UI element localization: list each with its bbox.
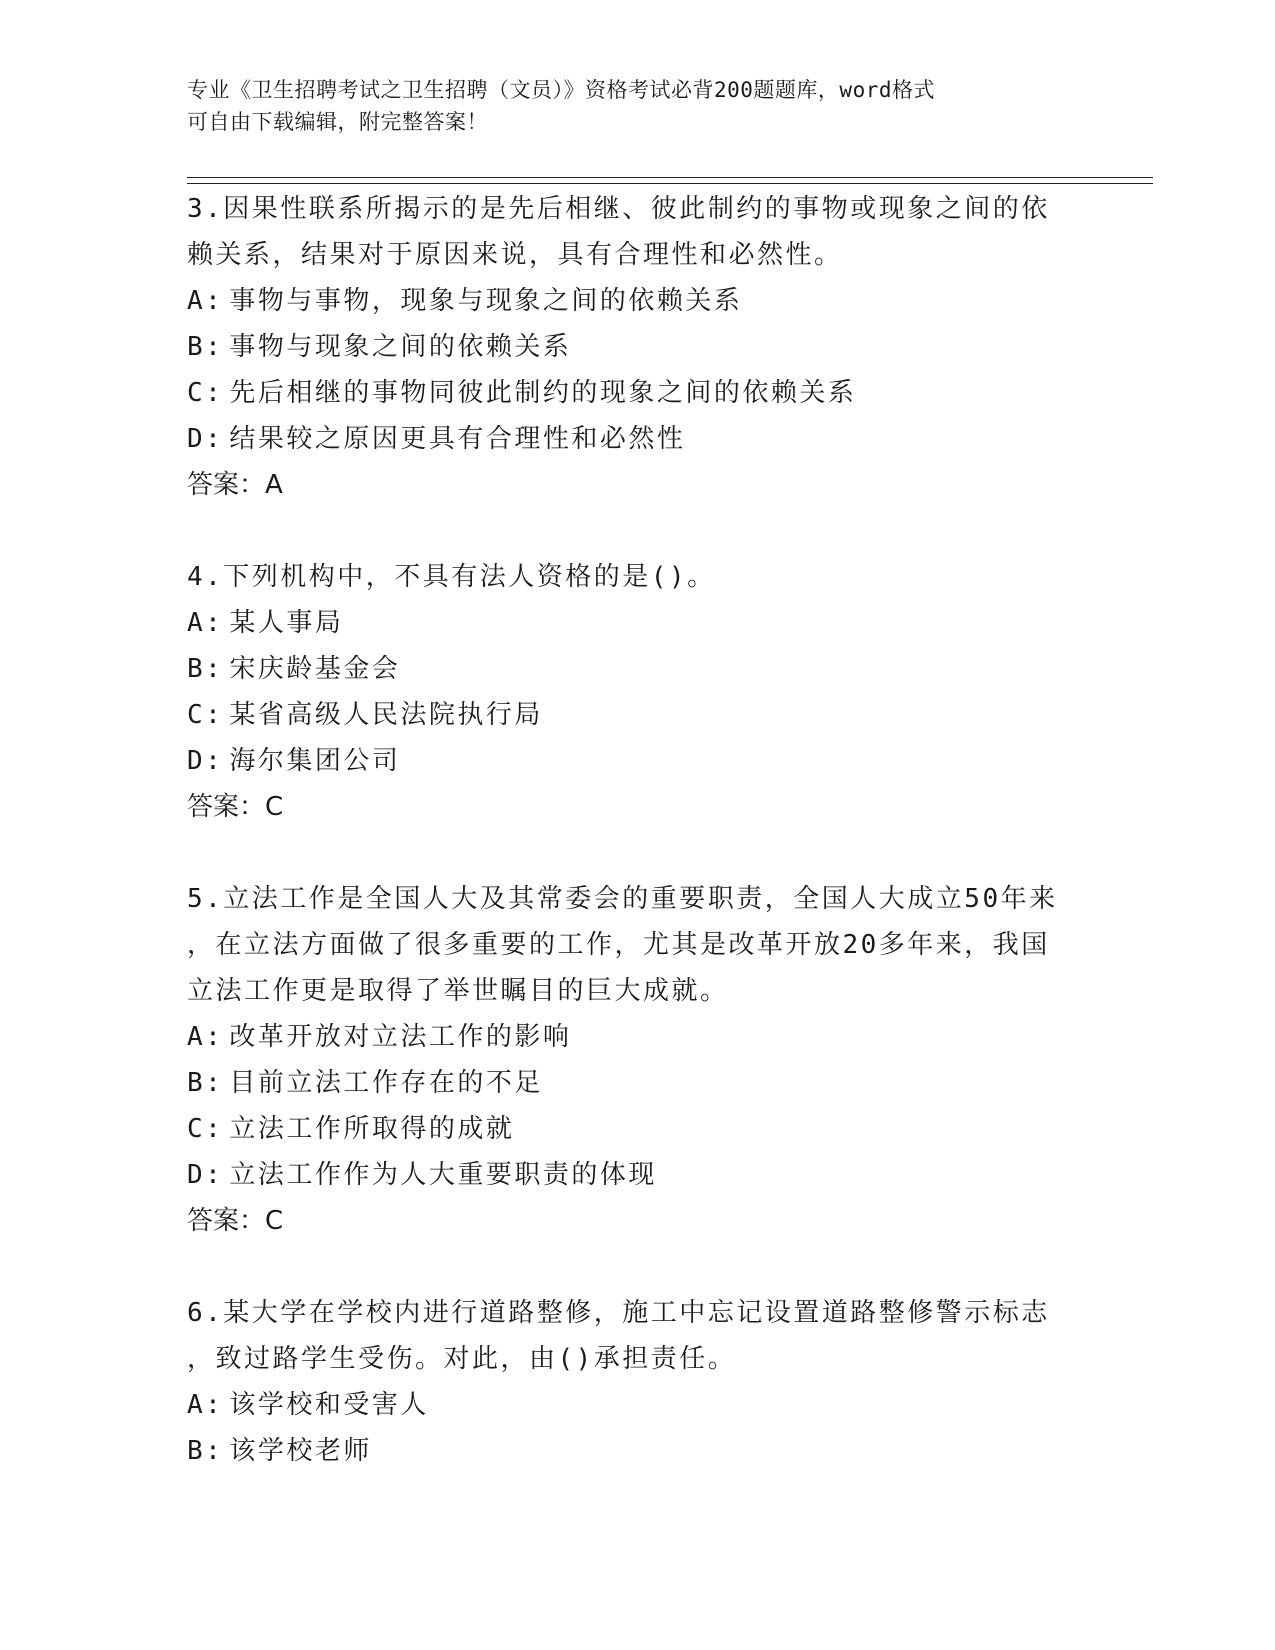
question-6	[187, 1290, 1087, 1474]
question-stem	[187, 186, 1087, 278]
option-b	[187, 1060, 1087, 1106]
option-c	[187, 1106, 1087, 1152]
option-d	[187, 1152, 1087, 1198]
option-c	[187, 692, 1087, 738]
option-text: 该学校和受害人	[229, 1390, 429, 1420]
question-stem	[187, 1290, 1087, 1382]
option-c	[187, 370, 1087, 416]
option-text: 某人事局	[229, 608, 344, 638]
stem-line: 6.某大学在学校内进行道路整修，施工中忘记设置道路整修警示标志	[187, 1298, 1050, 1328]
option-letter: B:	[187, 654, 224, 684]
option-letter: C:	[187, 1114, 224, 1144]
option-text: 事物与事物，现象与现象之间的依赖关系	[229, 286, 743, 316]
option-text: 该学校老师	[229, 1436, 372, 1466]
stem-line: 5.立法工作是全国人大及其常委会的重要职责，全国人大成立50年来	[187, 884, 1058, 914]
option-text: 目前立法工作存在的不足	[229, 1068, 543, 1098]
option-letter: B:	[187, 1068, 224, 1098]
question-5	[187, 876, 1087, 1244]
option-a	[187, 600, 1087, 646]
option-text: 海尔集团公司	[229, 746, 401, 776]
option-d	[187, 738, 1087, 784]
option-letter: B:	[187, 1436, 224, 1466]
option-a	[187, 1382, 1087, 1428]
option-text: 先后相继的事物同彼此制约的现象之间的依赖关系	[229, 378, 857, 408]
option-letter: C:	[187, 700, 224, 730]
question-4	[187, 554, 1087, 830]
answer-line: 答案：A	[187, 470, 283, 500]
option-letter: B:	[187, 332, 224, 362]
header-line-1: 专业《卫生招聘考试之卫生招聘（文员）》资格考试必背200题题库，word格式	[187, 78, 935, 102]
option-letter: A:	[187, 1390, 224, 1420]
option-a	[187, 1014, 1087, 1060]
option-text: 改革开放对立法工作的影响	[229, 1022, 572, 1052]
option-a	[187, 278, 1087, 324]
header-divider-bottom	[187, 183, 1153, 184]
option-letter: D:	[187, 424, 224, 454]
question-list	[187, 186, 1087, 1520]
option-text: 宋庆龄基金会	[229, 654, 401, 684]
option-letter: A:	[187, 608, 224, 638]
option-letter: A:	[187, 1022, 224, 1052]
option-d	[187, 416, 1087, 462]
option-text: 某省高级人民法院执行局	[229, 700, 543, 730]
stem-line: 3.因果性联系所揭示的是先后相继、彼此制约的事物或现象之间的依	[187, 194, 1050, 224]
question-3	[187, 186, 1087, 508]
option-text: 立法工作所取得的成就	[229, 1114, 515, 1144]
option-text: 立法工作作为人大重要职责的体现	[229, 1160, 657, 1190]
option-letter: C:	[187, 378, 224, 408]
option-text: 事物与现象之间的依赖关系	[229, 332, 572, 362]
stem-line: 赖关系，结果对于原因来说，具有合理性和必然性。	[187, 240, 843, 270]
stem-line: ，致过路学生受伤。对此，由()承担责任。	[187, 1344, 737, 1374]
option-b	[187, 1428, 1087, 1474]
stem-line: ，在立法方面做了很多重要的工作，尤其是改革开放20多年来，我国	[187, 930, 1050, 960]
header-line-2: 可自由下载编辑，附完整答案！	[187, 110, 488, 134]
stem-line: 4.下列机构中，不具有法人资格的是()。	[187, 562, 716, 592]
header-divider-top	[187, 177, 1153, 178]
answer-line: 答案：C	[187, 1206, 284, 1236]
option-b	[187, 324, 1087, 370]
option-letter: A:	[187, 286, 224, 316]
option-b	[187, 646, 1087, 692]
document-header	[187, 74, 1067, 138]
question-stem	[187, 554, 1087, 600]
option-text: 结果较之原因更具有合理性和必然性	[229, 424, 686, 454]
option-letter: D:	[187, 746, 224, 776]
option-letter: D:	[187, 1160, 224, 1190]
question-stem	[187, 876, 1087, 1014]
answer-line: 答案：C	[187, 792, 284, 822]
stem-line: 立法工作更是取得了举世瞩目的巨大成就。	[187, 976, 729, 1006]
